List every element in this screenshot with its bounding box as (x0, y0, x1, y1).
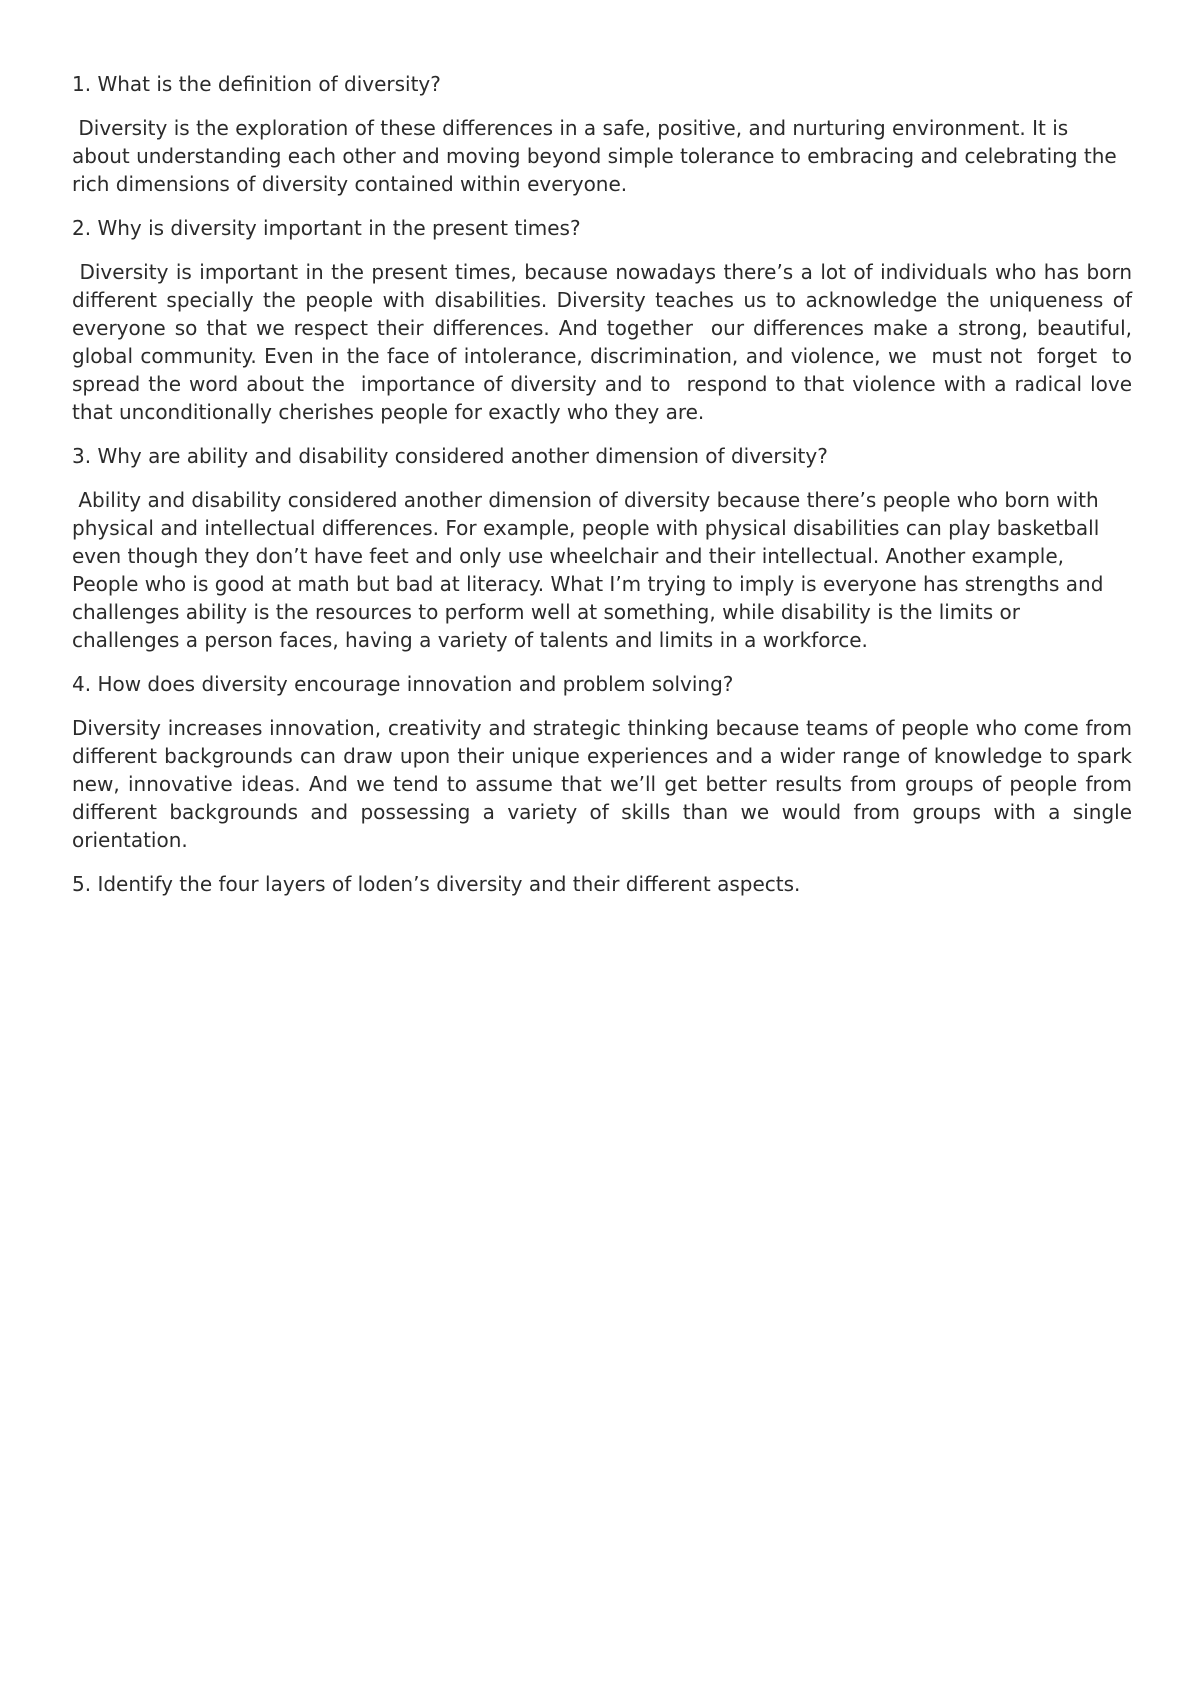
answer-1: Diversity is the exploration of these differences in a safe, positive, and nurturing environment. It is about understanding each other and moving beyond simple tolerance to embracing and celebrating the rich dimensions of diversity contained within everyone. (72, 116, 1124, 196)
question-4: 4. How does diversity encourage innovation and problem solving? (72, 672, 734, 696)
answer-3: Ability and disability considered another dimension of diversity because there’s people who born with physical and intellectual differences. For example, people with physical disabilities can play basketball even though they don’t have feet and only use wheelchair and their intellectual. Another example, People who is good at math but bad at literacy. What I’m trying to imply is everyone has strengths and challenges ability is the resources to perform well at something, while disability is the limits or challenges a person faces, having a variety of talents and limits in a workforce. (72, 488, 1110, 652)
question-1: 1. What is the definition of diversity? (72, 72, 441, 96)
question-2: 2. Why is diversity important in the present times? (72, 216, 581, 240)
document-page (72, 70, 1139, 914)
question-5: 5. Identify the four layers of loden’s diversity and their different aspects. (72, 872, 801, 896)
answer-4: Diversity increases innovation, creativity and strategic thinking because teams of people who come from different backgrounds can draw upon their unique experiences and a wider range of knowledge to spark new, innovative ideas. And we tend to assume that we’ll get better results from groups of people from different backgrounds and possessing a variety of skills than we would from groups with a single orientation. (72, 716, 1139, 852)
question-3: 3. Why are ability and disability considered another dimension of diversity? (72, 444, 828, 468)
answer-2: Diversity is important in the present times, because nowadays there’s a lot of individuals who has born different specially the people with disabilities. Diversity teaches us to acknowledge the uniqueness of everyone so that we respect their differences. And together our differences make a strong, beautiful, global community. Even in the face of intolerance, discrimination, and violence, we must not forget to spread the word about the importance of diversity and to respond to that violence with a radical love that unconditionally cherishes people for exactly who they are. (72, 260, 1139, 424)
